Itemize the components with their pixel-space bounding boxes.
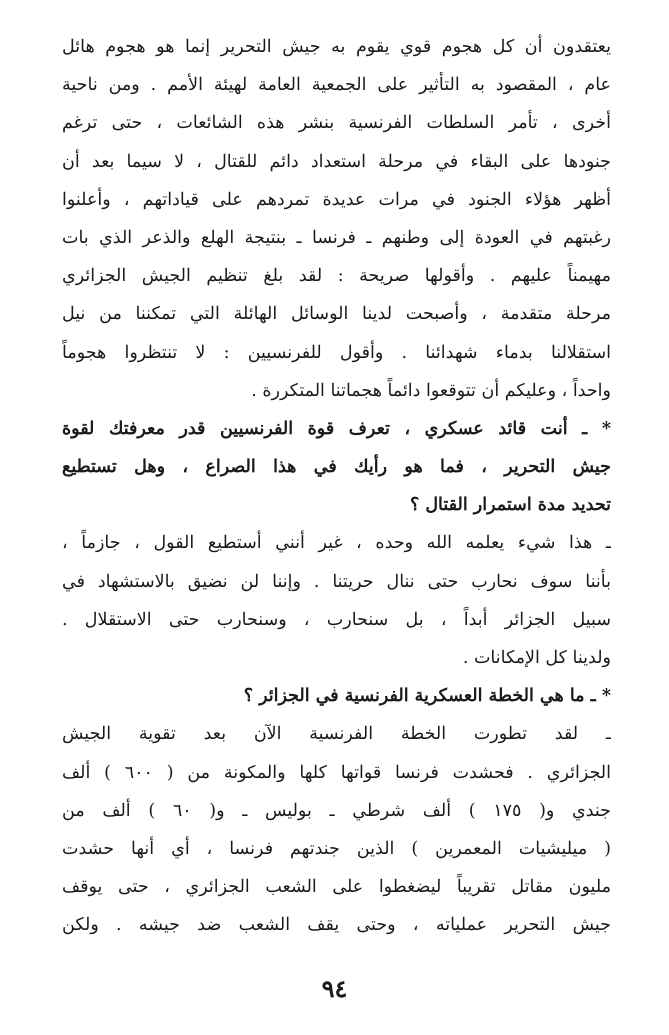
page-number: ٩٤ [321, 974, 348, 1003]
text-line: عام ، المقصود به التأثير على الجمعية العامة لهيئة الأمم . ومن ناحية [62, 75, 611, 96]
text-line: ( ميليشيات المعمرين ) الذين جندتهم فرنسا ، أي أنها حشدت [62, 838, 611, 859]
text-line: الجزائري . فحشدت فرنسا قواتها كلها والمكونة من ( ٦٠٠ ) ألف [62, 762, 611, 783]
text-line: واحداً ، وعليكم أن تتوقعوا دائماً هجماتنا المتكررة . [251, 380, 611, 401]
question-line: * ـ ما هي الخطة العسكرية الفرنسية في الجزائر ؟ [243, 686, 611, 707]
text-line: مليون مقاتل تقريباً ليضغطوا على الشعب الجزائري ، حتى يوقف [62, 877, 611, 898]
question-line: * ـ أنت قائد عسكري ، تعرف قوة الفرنسيين قدر معرفتك لقوة [62, 418, 611, 439]
text-line: جيش التحرير عملياته ، وحتى يقف الشعب ضد جيشه . ولكن [62, 915, 611, 936]
question-line: تحديد مدة استمرار القتال ؟ [409, 495, 611, 516]
question-line: جيش التحرير ، فما هو رأيك في هذا الصراع ، وهل تستطيع [62, 457, 611, 478]
text-line: أظهر هؤلاء الجنود في مرات عديدة تمردهم على قياداتهم ، وأعلنوا [62, 189, 611, 210]
text-line: ـ لقد تطورت الخطة الفرنسية الآن بعد تقوية الجيش [62, 724, 611, 745]
text-line: ولدينا كل الإمكانات . [462, 648, 611, 668]
text-line: استقلالنا بدماء شهدائنا . وأقول للفرنسيين : لا تنتظروا هجوماً [62, 342, 611, 363]
text-line: مهيمناً عليهم . وأقولها صريحة : لقد بلغ تنظيم الجيش الجزائري [62, 266, 611, 287]
text-line: جندي و( ١٧٥ ) ألف شرطي ـ بوليس ـ و( ٦٠ ) ألف من [62, 800, 611, 821]
text-line: أخرى ، تأمر السلطات الفرنسية بنشر هذه الشائعات ، حتى ترغم [62, 113, 611, 134]
text-line: بأننا سوف نحارب حتى ننال حريتنا . وإننا لن نضيق بالاستشهاد في [62, 571, 611, 592]
text-line: ـ هذا شيء يعلمه الله وحده ، غير أنني أستطيع القول ، جازماً ، [62, 533, 611, 554]
text-line: جنودها على البقاء في مرحلة استعداد دائم للقتال ، لا سيما بعد أن [62, 151, 611, 172]
page-text [62, 28, 611, 945]
text-line: سبيل الجزائر أبداً ، بل سنحارب ، وسنحارب حتى الاستقلال . [62, 609, 611, 630]
text-line: يعتقدون أن كل هجوم قوي يقوم به جيش التحرير إنما هو هجوم هائل [62, 37, 611, 57]
text-line: مرحلة متقدمة ، وأصبحت لدينا الوسائل الهائلة التي تمكننا من نيل [62, 304, 611, 325]
text-line: رغبتهم في العودة إلى وطنهم ـ فرنسا ـ بنتيجة الهلع والذعر الذي بات [62, 227, 611, 248]
